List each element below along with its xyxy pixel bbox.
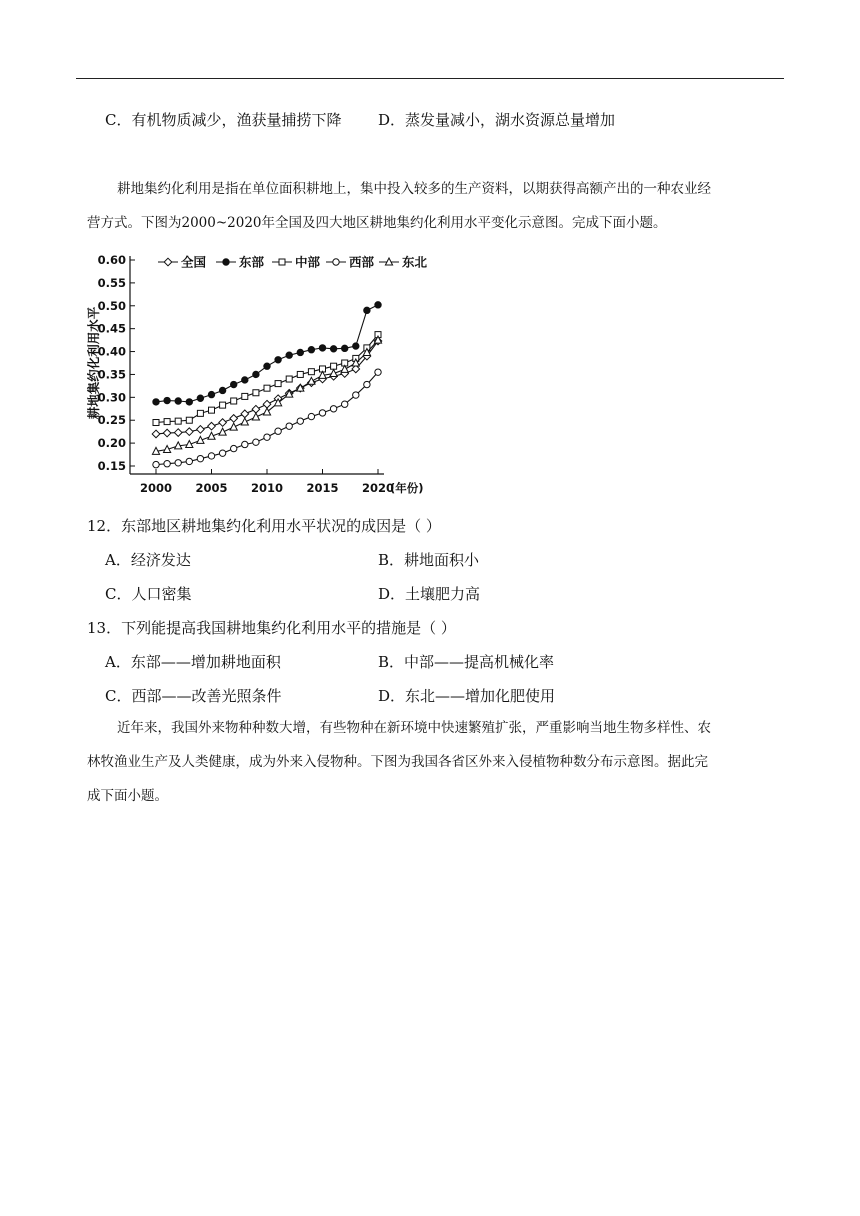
data-point	[297, 418, 303, 424]
data-point	[308, 369, 314, 375]
intro1-line1: 耕地集约化利用是指在单位面积耕地上，集中投入较多的生产资料，以期获得高额产出的一种农业经	[117, 181, 711, 197]
data-point	[242, 441, 248, 447]
q13-option-a[interactable]: A．东部——增加耕地面积	[105, 653, 281, 671]
q13-stem: 13．下列能提高我国耕地集约化利用水平的措施是（ ）	[87, 619, 456, 637]
data-point	[197, 426, 205, 434]
data-point	[197, 410, 203, 416]
data-point	[242, 377, 248, 383]
y-tick-label: 0.30	[97, 390, 126, 405]
y-tick-label: 0.45	[97, 321, 126, 336]
data-point	[153, 420, 159, 426]
data-point	[164, 397, 170, 403]
x-tick-label: 2005	[195, 481, 228, 495]
data-point	[219, 450, 225, 456]
data-point	[330, 346, 336, 352]
data-point	[364, 307, 370, 313]
data-point	[297, 371, 303, 377]
q11-option-c: C．有机物质减少，渔获量捕捞下降	[105, 111, 342, 129]
intro2-line1: 近年来，我国外来物种种数大增，有些物种在新环境中快速繁殖扩张，严重影响当地生物多样性、农	[117, 720, 711, 736]
legend-marker	[164, 258, 172, 266]
y-tick-label: 0.55	[97, 275, 126, 290]
data-point	[264, 434, 270, 440]
data-point	[308, 347, 314, 353]
data-point	[186, 458, 192, 464]
data-point	[152, 430, 160, 438]
data-point	[231, 445, 237, 451]
data-point	[308, 413, 314, 419]
legend-label: 东北	[402, 254, 428, 270]
y-tick-label: 0.60	[97, 253, 126, 267]
legend-marker	[223, 259, 229, 265]
data-point	[263, 408, 270, 415]
data-point	[242, 393, 248, 399]
data-point	[174, 429, 182, 437]
q12-option-a[interactable]: A．经济发达	[105, 551, 191, 569]
q12-stem: 12．东部地区耕地集约化利用水平状况的成因是（ ）	[87, 517, 441, 535]
data-point	[286, 352, 292, 358]
data-point	[175, 460, 181, 466]
x-tick-label: 2010	[250, 481, 284, 495]
data-point	[175, 398, 181, 404]
intensification-line-chart	[86, 244, 456, 506]
data-point	[197, 455, 203, 461]
data-point	[253, 439, 259, 445]
data-point	[208, 453, 214, 459]
data-point	[186, 428, 194, 436]
data-point	[297, 349, 303, 355]
data-point	[353, 343, 359, 349]
y-tick-label: 0.25	[97, 413, 126, 428]
chart-plot-area	[152, 302, 382, 468]
data-point	[219, 428, 226, 435]
legend-label: 东部	[239, 254, 265, 270]
legend-marker	[333, 259, 339, 265]
x-tick-label: 2000	[139, 481, 173, 495]
data-point	[286, 423, 292, 429]
data-point	[220, 402, 226, 408]
data-point	[275, 428, 281, 434]
data-point	[275, 357, 281, 363]
data-point	[219, 419, 227, 427]
y-tick-label: 0.20	[97, 436, 126, 451]
data-point	[364, 381, 370, 387]
data-point	[252, 413, 259, 420]
data-point	[219, 387, 225, 393]
data-point	[252, 405, 260, 413]
data-point	[230, 415, 238, 423]
legend-label: 西部	[349, 254, 375, 270]
data-point	[164, 461, 170, 467]
q12-option-d[interactable]: D．土壤肥力高	[378, 585, 481, 603]
legend-item	[326, 255, 375, 270]
data-point	[241, 410, 249, 418]
data-point	[342, 345, 348, 351]
data-point	[186, 399, 192, 405]
data-point	[263, 400, 271, 408]
data-point	[331, 363, 337, 369]
data-point	[319, 345, 325, 351]
data-point	[231, 398, 237, 404]
intro2-line3: 成下面小题。	[87, 788, 168, 804]
data-point	[231, 381, 237, 387]
data-point	[264, 385, 270, 391]
x-tick-label: 2020	[361, 481, 395, 495]
data-point	[253, 390, 259, 396]
legend-item	[272, 255, 321, 270]
y-axis-label: 耕地集约化利用水平	[86, 306, 101, 420]
data-point	[241, 418, 248, 425]
data-point	[275, 381, 281, 387]
data-point	[375, 369, 381, 375]
q13-option-c[interactable]: C．西部——改善光照条件	[105, 687, 282, 705]
legend-item	[158, 255, 207, 270]
intro1-line2: 营方式。下图为2000~2020年全国及四大地区耕地集约化利用水平变化示意图。完成下面小题。	[87, 215, 667, 231]
data-point	[209, 407, 215, 413]
y-tick-label: 0.35	[97, 367, 126, 382]
data-point	[286, 376, 292, 382]
intro2-line2: 林牧渔业生产及人类健康，成为外来入侵物种。下图为我国各省区外来入侵植物种数分布示意图。据此完	[87, 754, 708, 770]
data-point	[197, 395, 203, 401]
legend-item	[216, 255, 265, 270]
legend-marker	[279, 259, 285, 265]
q13-option-d[interactable]: D．东北——增加化肥使用	[378, 687, 556, 705]
data-point	[264, 363, 270, 369]
data-point	[163, 429, 171, 437]
legend-label: 中部	[295, 254, 321, 270]
data-point	[208, 391, 214, 397]
data-point	[342, 401, 348, 407]
x-tick-label: 2015	[306, 481, 339, 495]
q11-option-d: D．蒸发量减小，湖水资源总量增加	[378, 111, 616, 129]
q12-option-b[interactable]: B．耕地面积小	[378, 551, 480, 569]
y-tick-label: 0.15	[97, 459, 126, 473]
legend-item	[379, 255, 428, 270]
y-tick-label: 0.40	[97, 344, 126, 359]
data-point	[319, 410, 325, 416]
data-point	[375, 302, 381, 308]
data-point	[175, 418, 181, 424]
data-point	[353, 392, 359, 398]
y-tick-label: 0.50	[97, 298, 126, 313]
header-rule	[76, 78, 784, 79]
data-point	[230, 423, 237, 430]
data-point	[164, 419, 170, 425]
data-point	[153, 399, 159, 405]
q12-option-c[interactable]: C．人口密集	[105, 585, 192, 603]
data-point	[330, 406, 336, 412]
data-point	[208, 422, 216, 430]
legend-label: 全国	[181, 254, 207, 270]
chart-legend	[158, 255, 428, 270]
data-point	[253, 371, 259, 377]
data-point	[186, 417, 192, 423]
x-axis-label: (年份)	[390, 481, 424, 495]
q13-option-b[interactable]: B．中部——提高机械化率	[378, 653, 555, 671]
data-point	[153, 461, 159, 467]
